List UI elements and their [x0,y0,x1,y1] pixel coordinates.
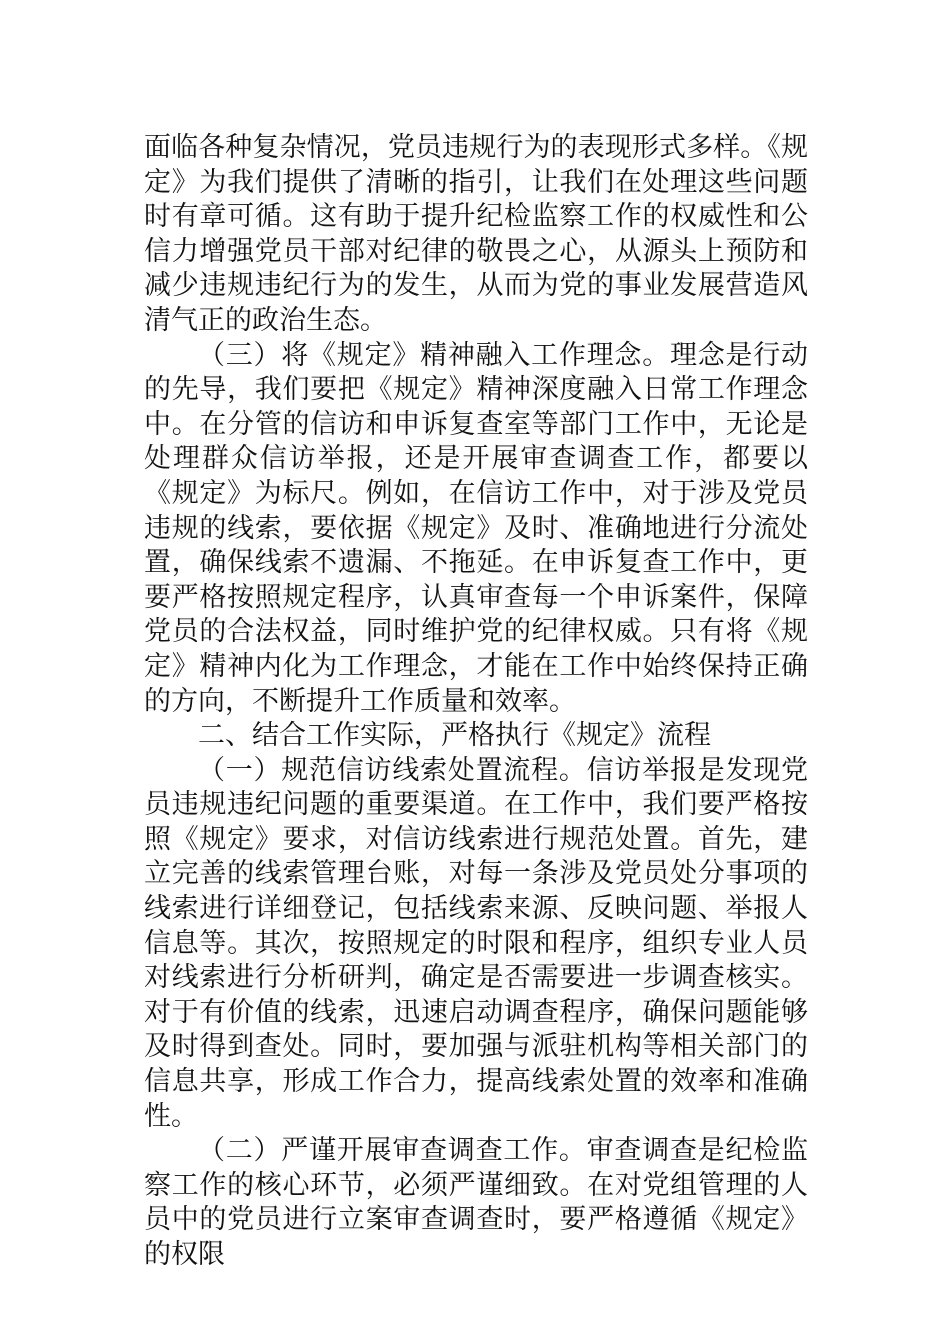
document-body [144,131,808,1273]
paragraph-subsection-one: （一）规范信访线索处置流程。信访举报是发现党员违规违纪问题的重要渠道。在工作中，我们要严格按照《规定》要求，对信访线索进行规范处置。首先，建立完善的线索管理台账，对每一条涉及党员处分事项的线索进行详细登记，包括线索来源、反映问题、举报人信息等。其次，按照规定的时限和程序，组织专业人员对线索进行分析研判，确定是否需要进一步调查核实。对于有价值的线索，迅速启动调查程序，确保问题能够及时得到查处。同时，要加强与派驻机构等相关部门的信息共享，形成工作合力，提高线索处置的效率和准确性。 [144,754,808,1132]
paragraph-continuation: 面临各种复杂情况，党员违规行为的表现形式多样。《规定》为我们提供了清晰的指引，让我们在处理这些问题时有章可循。这有助于提升纪检监察工作的权威性和公信力增强党员干部对纪律的敬畏之心，从源头上预防和减少违规违纪行为的发生，从而为党的事业发展营造风清气正的政治生态。 [144,132,808,336]
paragraph-section-three: （三）将《规定》精神融入工作理念。理念是行动的先导，我们要把《规定》精神深度融入日常工作理念中。在分管的信访和申诉复查室等部门工作中，无论是处理群众信访举报，还是开展审查调查工作，都要以《规定》为标尺。例如，在信访工作中，对于涉及党员违规的线索，要依据《规定》及时、准确地进行分流处置，确保线索不遗漏、不拖延。在申诉复查工作中，更要严格按照规定程序，认真审查每一个申诉案件，保障党员的合法权益，同时维护党的纪律权威。只有将《规定》精神内化为工作理念，才能在工作中始终保持正确的方向，不断提升工作质量和效率。 [144,339,808,717]
paragraph-subsection-two: （二）严谨开展审查调查工作。审查调查是纪检监察工作的核心环节，必须严谨细致。在对党组管理的人员中的党员进行立案审查调查时，要严格遵循《规定》的权限 [144,1135,808,1270]
section-heading-two: 二、结合工作实际，严格执行《规定》流程 [198,720,711,752]
